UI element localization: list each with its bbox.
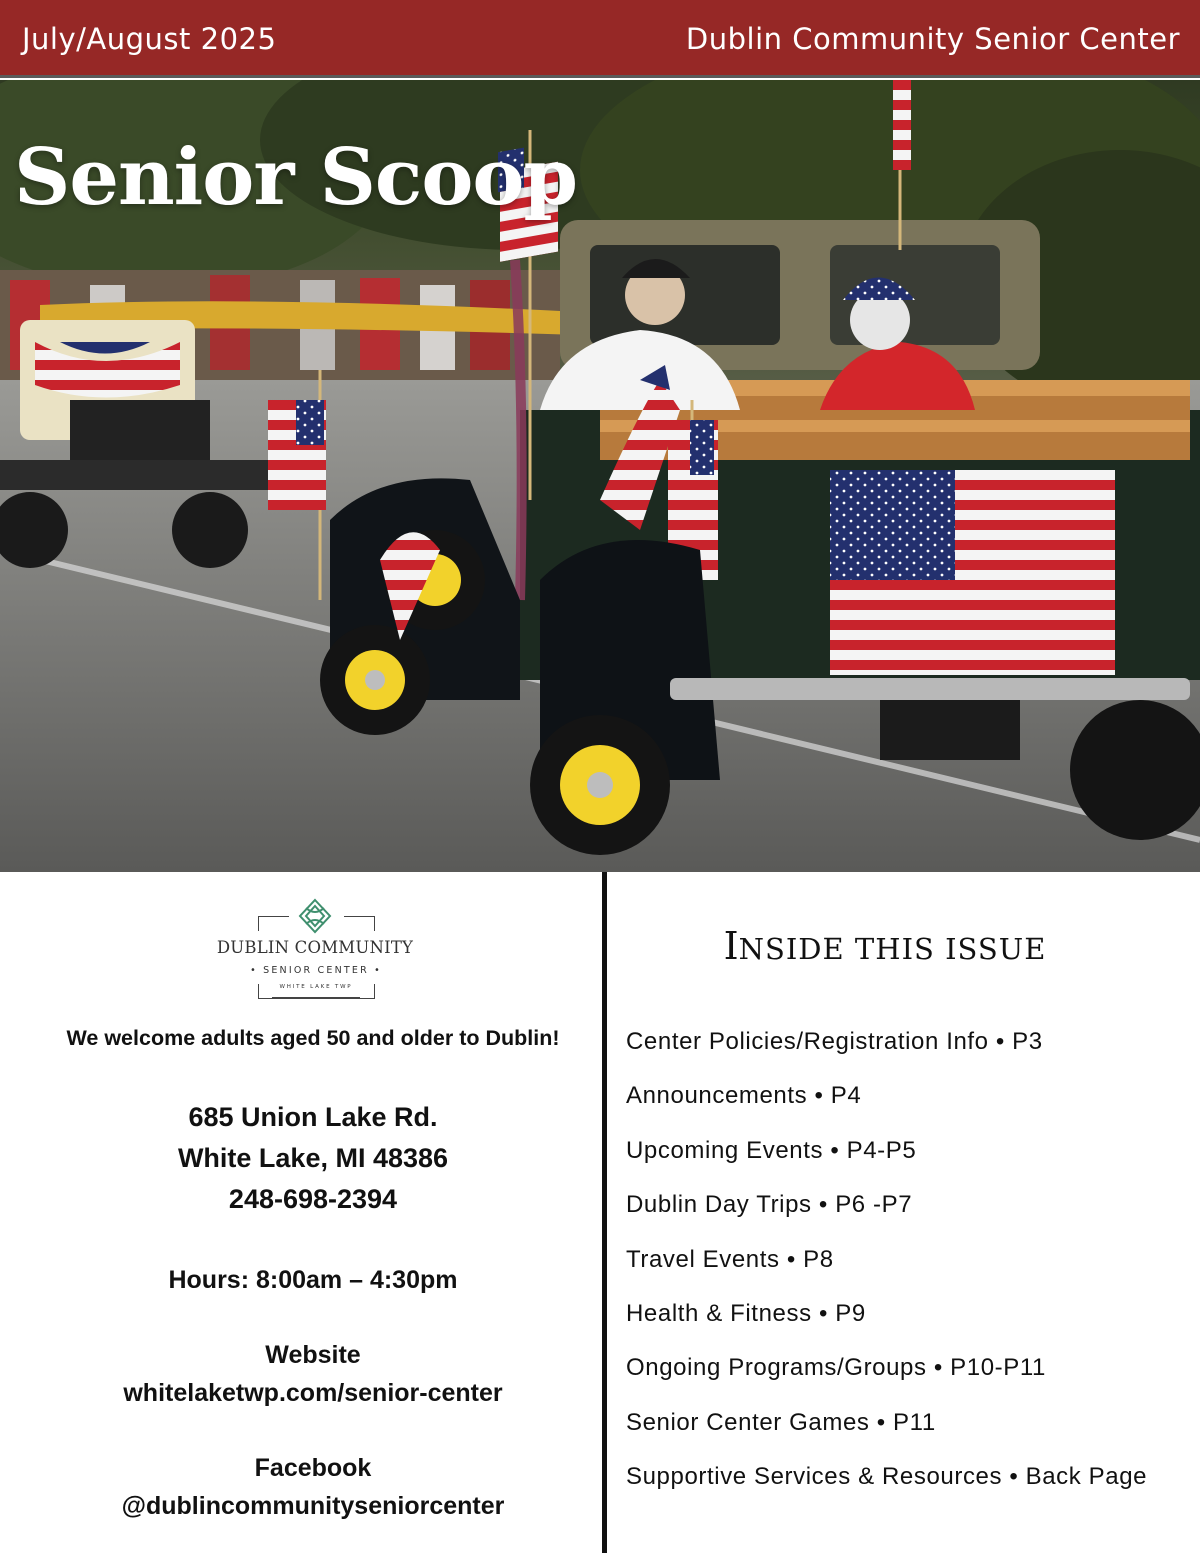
- phone-number: 248-698-2394: [228, 1184, 398, 1214]
- logo-subtitle: • SENIOR CENTER •: [250, 965, 382, 976]
- inside-heading-initial: I: [723, 924, 739, 968]
- header-bar: [0, 0, 1200, 78]
- toc-item: Upcoming Events • P4-P5: [626, 1136, 917, 1164]
- hours: Hours: 8:00am – 4:30pm: [168, 1266, 458, 1294]
- logo-frame-top-left: [258, 916, 289, 931]
- logo-location: WHITE LAKE TWP: [279, 984, 353, 990]
- toc-item: Health & Fitness • P9: [626, 1299, 866, 1327]
- inside-issue-heading: [610, 924, 1160, 968]
- toc-item: Senior Center Games • P11: [626, 1408, 936, 1436]
- issue-date: July/August 2025: [22, 22, 277, 56]
- logo-name: DUBLIN COMMUNITY: [216, 938, 414, 957]
- toc-item: Supportive Services & Resources • Back Page: [626, 1463, 1148, 1491]
- toc-item: Travel Events • P8: [626, 1245, 834, 1273]
- toc-item: Dublin Day Trips • P6 -P7: [626, 1191, 913, 1219]
- address-city: White Lake, MI 48386: [177, 1143, 449, 1173]
- facebook-label: Facebook: [254, 1454, 372, 1482]
- website-link[interactable]: whitelaketwp.com/senior-center: [123, 1379, 503, 1407]
- website-label: Website: [265, 1341, 361, 1369]
- table-of-contents: [626, 1022, 1196, 1512]
- organization-name: Dublin Community Senior Center: [685, 22, 1180, 56]
- newsletter-title: Senior Scoop: [14, 132, 577, 223]
- center-logo: [210, 898, 420, 1002]
- toc-item: Ongoing Programs/Groups • P10-P11: [626, 1354, 1046, 1382]
- logo-frame-bottom: [272, 997, 360, 999]
- toc-item: Center Policies/Registration Info • P3: [626, 1028, 1043, 1055]
- toc-item: Announcements • P4: [626, 1082, 862, 1110]
- logo-frame-top-right: [344, 916, 375, 931]
- welcome-message: We welcome adults aged 50 and older to Dublin!: [66, 1026, 560, 1050]
- inside-heading-rest: NSIDE THIS ISSUE: [738, 932, 1047, 966]
- celtic-knot-icon: [296, 898, 334, 934]
- facebook-handle[interactable]: @dublincommunityseniorcenter: [121, 1492, 505, 1520]
- hero-photo: [0, 80, 1200, 872]
- address-street: 685 Union Lake Rd.: [188, 1102, 438, 1132]
